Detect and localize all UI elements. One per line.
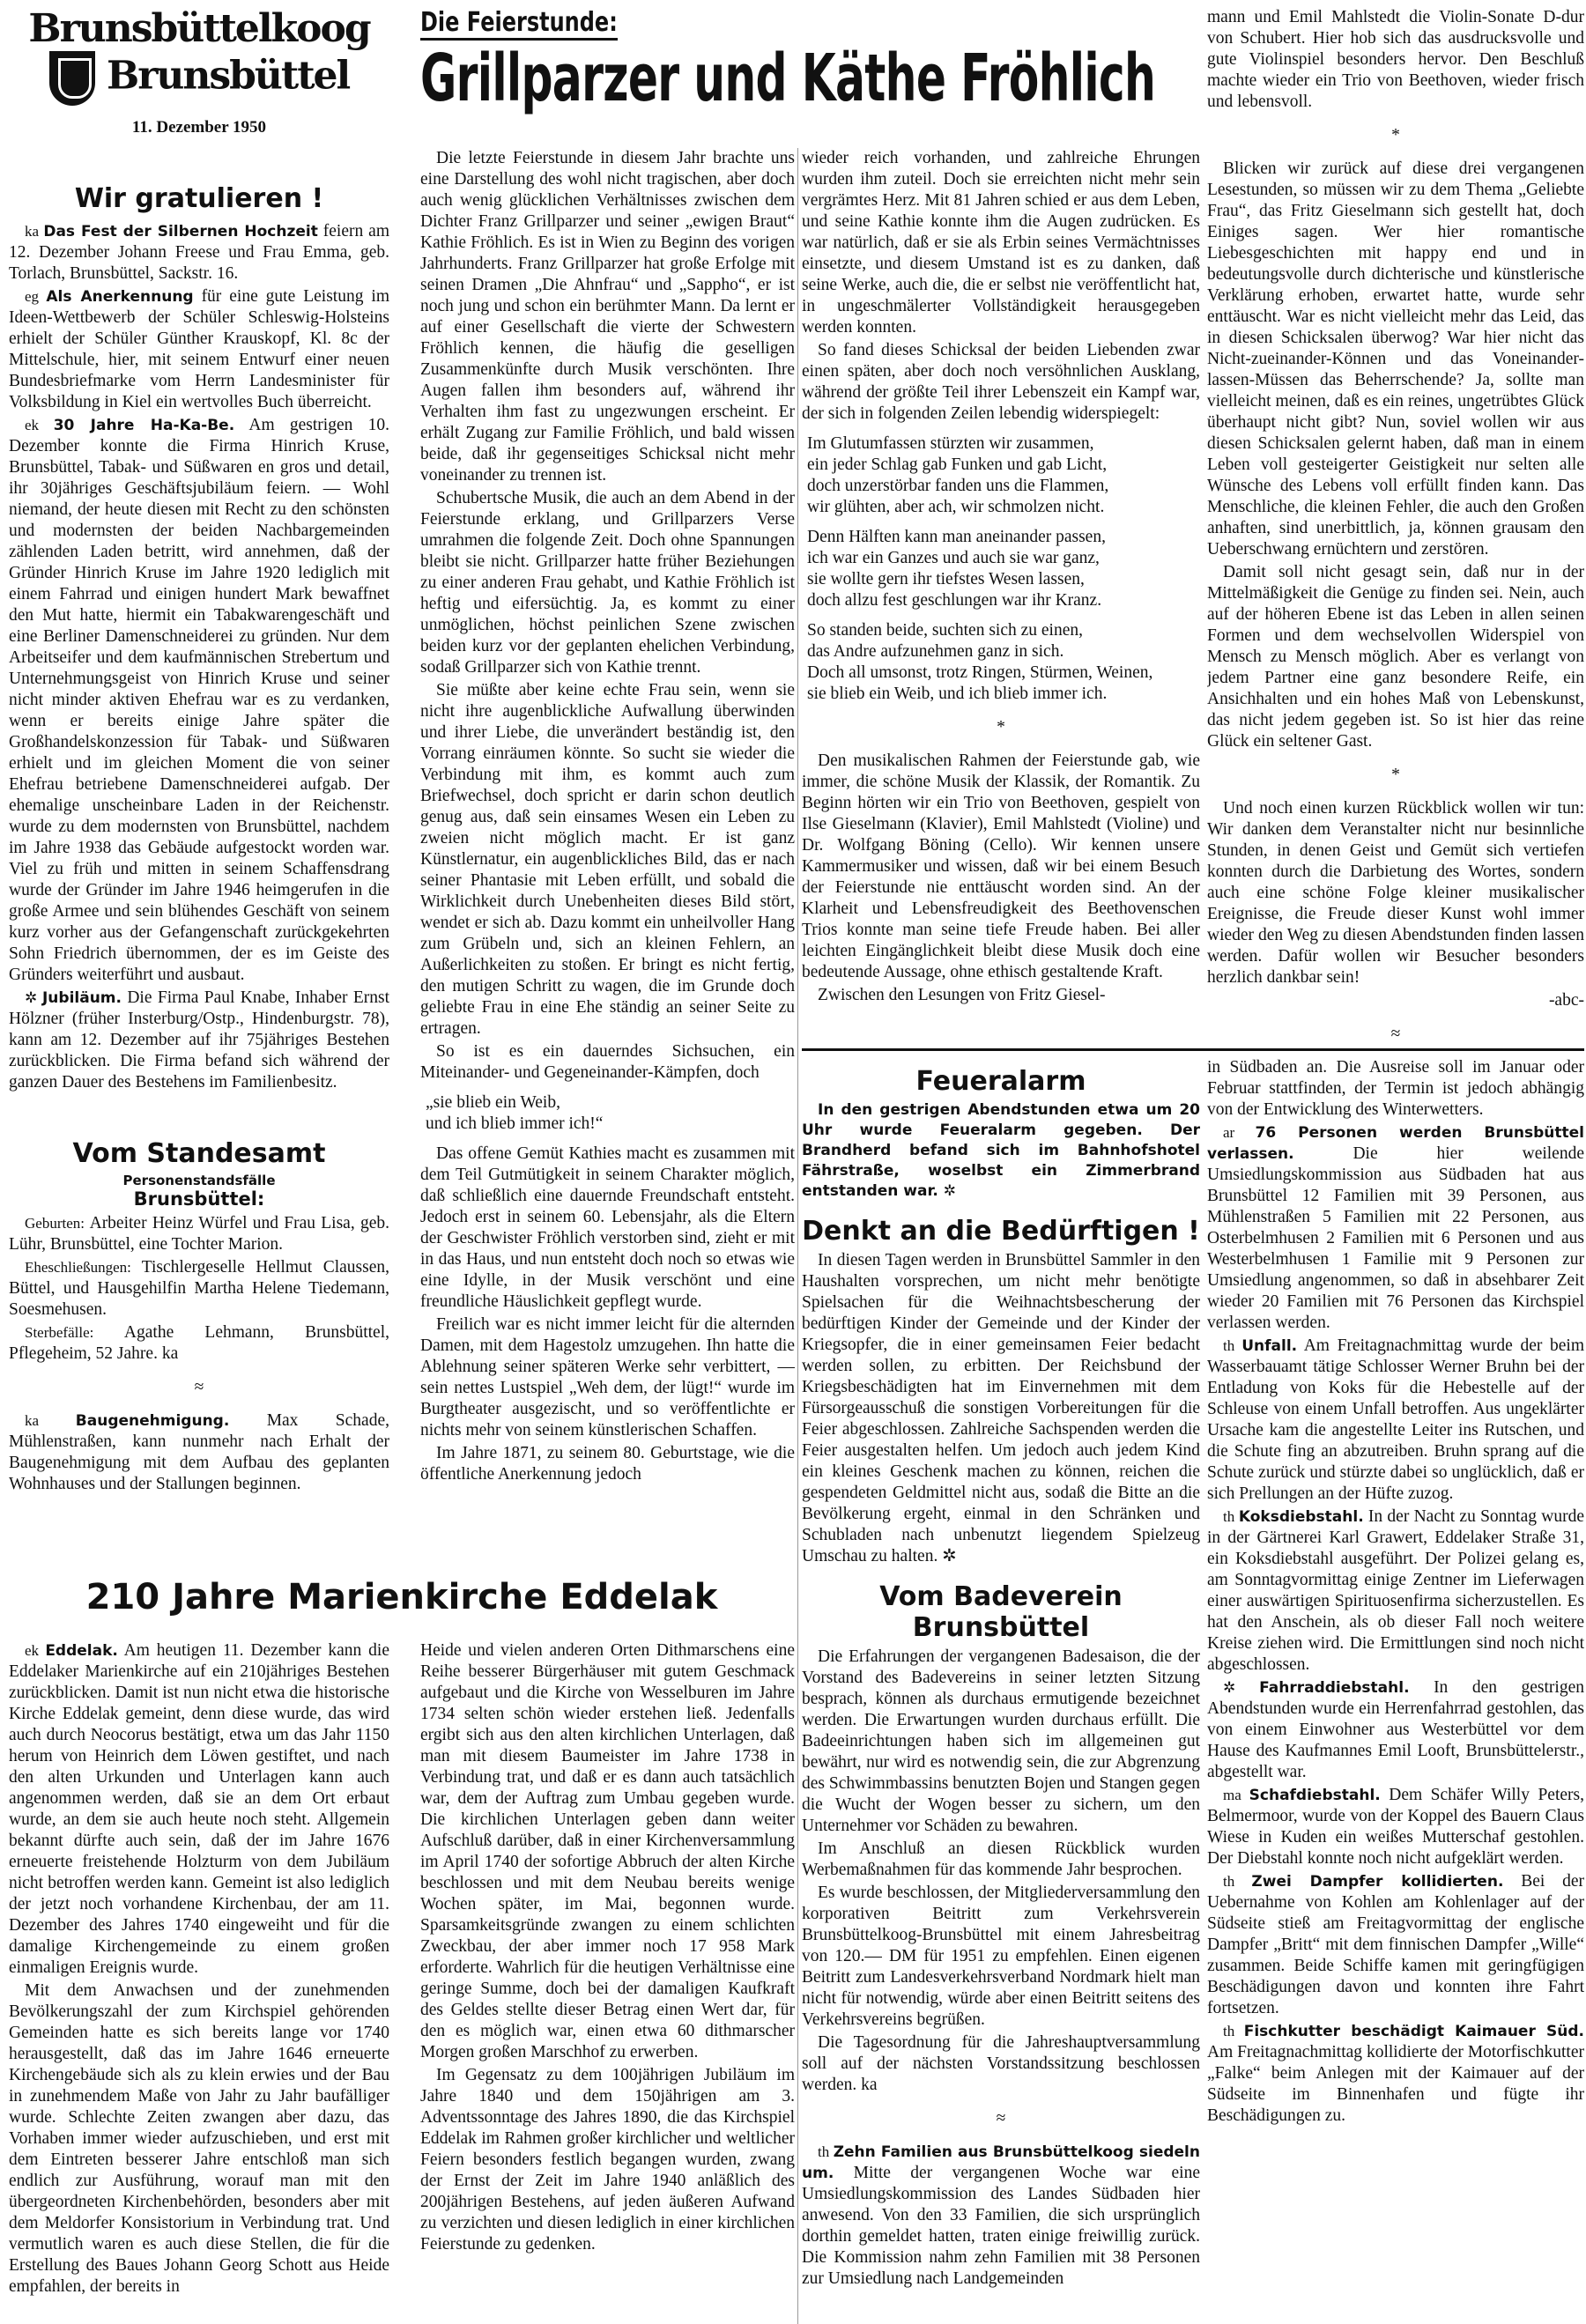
paragraph: [802, 2032, 1200, 2096]
paragraph-lead: ar: [1223, 1124, 1256, 1141]
paragraph-text: In den gestrigen Abendstunden etwa um 20 Uhr wurde Feueralarm gegeben. Der Brandherd befand sich im Bahnhofshotel Fährstraße, woselbst ein Zimmerbrand entstanden war. ✲: [802, 1101, 1200, 1200]
paragraph-text: *: [1391, 126, 1400, 144]
paragraph-bold: Das Fest der Silbernen Hochzeit: [43, 223, 318, 241]
paragraph-lead: ka: [25, 223, 44, 240]
divider: [802, 1048, 1584, 1051]
paragraph-text: So ist es ein dauerndes Sichsuchen, ein Miteinander- und Gegeneinander-Kämpfen, doch: [420, 1042, 795, 1082]
paragraph: [1207, 2021, 1584, 2127]
divider: [797, 148, 798, 2324]
paragraph-text: Max Schade, Mühlenstraßen, kann nunmehr nach Erhalt der Baugenehmigung mit dem Aufbau des geplanten Wohnhauses und der Stallungen beginnen.: [9, 1411, 389, 1493]
boldlead-paragraph: [802, 1100, 1200, 1202]
marienkirche-header: [9, 1577, 795, 1639]
paragraph-text: Dem Schäfer Willy Peters, Belmermoor, wurde von der Koppel des Bauern Claus Wiese in Kuden ein weißes Mutterschaf gestohlen. Der Diebstahl konnte noch nicht aufgeklärt werden.: [1207, 1786, 1584, 1868]
paragraph-text: Mit dem Anwachsen und der zunehmenden Bevölkerungszahl der zum Kirchspiel gehörenden Gemeinden hatte es sich bereits lange vor 1740 herausgestellt, daß das im Jahre 1646 erneuerte Kirchengebäude sich als zu klein erwies und der Bau in zunehmendem Maße von Jahr zu Jahr baufälliger wurde. Schlechte Zeiten zwangen aber dazu, das Vorhaben immer wieder aufzuschieben, und erst mit dem Eintreten besserer Jahre entschloß man sich endlich zur Ausführung, worauf man mit den übergeordneten Kirchenbehörden, besonders aber mit dem Meldorfer Konsistorium in Verbindung trat. Und vermutlich waren es auch diese Stellen, die für die Erstellung des Baues Johann Georg Schott aus Heide empfahlen, der bereits in: [9, 1981, 389, 2296]
paragraph-lead: Geburten:: [25, 1215, 90, 1232]
paragraph: [9, 1213, 389, 1255]
paragraph: [420, 680, 795, 1040]
paragraph: [9, 1980, 389, 2298]
paragraph-bold: 30 Jahre Ha-Ka-Be.: [53, 417, 235, 434]
feierstunde-col1: [420, 148, 795, 1549]
paragraph: [9, 415, 389, 986]
paragraph-text: Denn Hälften kann man aneinander passen, ich war ein Ganzes und auch sie war ganz, sie wollte gern ihr tiefstes Wesen lassen, doch allzu fest geschlungen war ihr Kranz.: [807, 528, 1106, 610]
cont-paragraph: [1207, 1057, 1584, 1121]
paragraph-text: Mitte der vergangenen Woche war eine Umsiedlungskommission des Landes Südbaden hier anwesend. Von den 33 Familien, die sich ursprünglich dorthin gemeldet hatten, traten einige freiwillig zurück. Die Kommission nahm zehn Familien mit 38 Personen zur Umsiedlung nach Landgemeinden: [802, 2164, 1200, 2288]
paragraph-text: Blicken wir zurück auf diese drei vergangenen Lesestunden, so müssen wir zu dem Thema „Geliebte Frau“, das Fritz Gieselmann sich gestellt hat, doch Einiges sagen. Wer hier romantische Liebesgeschichten mit happy end und in bedeutungsvolle durch dichterische und künstlerische Verklärung erhoben, erwartet hatte, wurde sehr enttäuscht. War es nicht vielleicht mehr das Leid, das in diesen Schicksalen überwog? War hier nicht das Nicht-zueinander-Können und das Voneinander-lassen-Müssen das Beherrschende? Ja, sollte man vielleicht meinen, daß es ein reines, ungetrübtes Glück überhaupt nicht gibt? Nun, soviel wollen wir aus diesen Schicksalen gelernt haben, daß man in einem Leben voll gesteigerter Geistigkeit nur selten alle Wünsche des Lebens voll erfüllt finden kann. Das Menschliche, die kleinen Fehler, die auch den Großen anhaften, sind unerbittlich, ja, können grausam den Ueberschwang ernüchtern und zerstören.: [1207, 159, 1584, 559]
coat-of-arms-icon: [49, 51, 95, 106]
paragraph: [802, 1839, 1200, 1881]
paragraph-text: ≈: [1390, 1025, 1401, 1042]
paragraph: [420, 1314, 795, 1441]
paragraph: [9, 1410, 389, 1495]
paragraph-text: Am gestrigen 10. Dezember konnte die Firma Hinrich Kruse, Brunsbüttel, Tabak- und Süßwaren en gros und detail, ihr 30jähriges Geschäftsjubiläum feiern. — Wohl niemand, der heute diesen mit Recht zu den schönsten und modernsten der beiden Nachbargemeinden zählenden Laden betritt, wird annehmen, daß der Gründer Hinrich Kruse im Jahre 1920 lediglich mit einem Fahrrad und einigen hundert Mark bewaffnet den Mut hatte, hiermit ein Tabakwarengeschäft und eine Berliner Damenschneiderei zu gründen. Nur dem Arbeitseifer und dem kaufmännischen Strebertum und Unternehmungsgeist von Hinrich Kruse und seiner nicht minder aktiven Ehefrau war es zu verdanken, wenn er bereits einige Jahre später die Großhandelskonzession für Tabak- und Süßwaren erhielt und im gleichen Moment die von seiner Ehefrau betriebene Damenschneiderei aufgab. Der ehemalige unscheinbare Laden in der Reichenstr. wurde zu dem modernsten von Brunsbüttel, nachdem im Jahre 1938 das Gebäude aufgestockt worden war. Viel zu früh und mitten in seinem Schaffensdrang wurde der Gründer im Jahre 1946 heimgerufen in die große Armee und sein blühendes Geschäft von seinem kurz vorher aus der Gefangenschaft zurückgekehrten Sohn Friedrich übernommen, der es im Geiste des Gründers weiterführt und ausbaut.: [9, 416, 389, 984]
paragraph-text: Am Freitagnachmittag kollidierte der Motorfischkutter „Falke“ beim Anlegen mit der Kaimauer auf der Südseite im Binnenhafen und fügte ihr Beschädigungen zu.: [1207, 2043, 1584, 2125]
paragraph-text: -abc-: [1548, 991, 1584, 1010]
paragraph-text: Damit soll nicht gesagt sein, daß nur in der Mittelmäßigkeit die Genüge zu finden sei. Nein, auch auf der höheren Ebene ist das Leben in allen seinen Formen und dem wechselvollen Widerspiel von Mensch zu Mensch möglich. Aber es verlangt von jedem Partner eine ganz besondere Reife, ein Ansichhalten und ein hohes Maß von Lebenskunst, das nicht jedem gegeben ist. So ist hier das reine Glück ein seltener Gast.: [1207, 563, 1584, 751]
paragraphs: [802, 148, 1200, 1006]
article-standesamt: [9, 1138, 389, 1517]
sig-paragraph: [1207, 990, 1584, 1011]
paragraph: [1207, 1122, 1584, 1334]
paragraph-text: *: [997, 718, 1005, 736]
article-title: Vom Badeverein Brunsbüttel: [879, 1581, 1123, 1643]
paragraph: [9, 1257, 389, 1321]
feierstunde-col2: [802, 148, 1200, 1042]
paragraph: [1207, 1506, 1584, 1676]
paragraph-text: Heide und vielen anderen Orten Dithmarschens eine Reihe besserer Bürgerhäuser mit gutem Geschmack aufgebaut und die Kirche von Wesselburen im Jahre 1734 selten schön wieder erstehen ließ. Jedenfalls ergibt sich aus den alten kirchlichen Unterlagen, daß man mit diesem Baumeister im Jahre 1738 in Verbindung trat, und daß er es dann auch tatsächlich war, dem der Auftrag zum Umbau gegeben wurde. Die kirchlichen Unterlagen geben dann weiter Aufschluß darüber, daß in einer Kirchenversammlung im April 1740 der sofortige Abbruch der alten Kirche beschlossen und mit dem Neubau bereits wenige Wochen später, im Mai, begonnen wurde. Sparsamkeitsgründe zwangen zu einem schlichten Zweckbau, der aber immer noch 17 958 Mark erforderte. Wahrlich für die heutigen Verhältnisse eine geringe Summe, doch bei der damaligen Kaufkraft des Geldes stellte dieser Betrag einen Wert dar, für den es möglich war, einen etwa 60 dithmarscher Morgen großen Marschhof zu erwerben.: [420, 1641, 795, 2061]
star-paragraph: [1207, 1024, 1584, 1042]
paragraph: [9, 1640, 389, 1979]
cont-paragraph: [802, 148, 1200, 338]
paragraph-lead: th: [1223, 1508, 1239, 1525]
paragraph-lead: th: [1223, 2023, 1244, 2039]
paragraph-lead: ka: [25, 1412, 76, 1429]
paragraph-text: So fand dieses Schicksal der beiden Liebenden zwar einen späten, aber doch noch versöhnlichen Ausklang, während der größte Teil ihrer Lebenszeit ein Kampf war, der sich in folgenden Zeilen lebendig widerspiegelt:: [802, 341, 1200, 423]
verse-paragraph: [802, 620, 1200, 705]
paragraph-text: Am heutigen 11. Dezember kann die Eddelaker Marienkirche auf ein 210jähriges Bestehen zurückblicken. Damit ist nun nicht etwa die historische Kirche Eddelak gemeint, denn diese wurde, das wird auch durch Neocorus bestätigt, etwa um das Jahr 1150 herum von Heinrich dem Löwen gestiftet, und nach den alten Urkunden und Unterlagen kann auch angenommen werden, daß sie an dem Ort erbaut wurde, an dem sie auch heute noch steht. Allgemein bekannt dürfte auch sein, daß der im Jahre 1676 erneuerte freistehende Holzturm von dem Jubiläum nicht betroffen werden kann. Gemeint ist also lediglich der jetzt noch vorhandene Kirchenbau, der am 11. Dezember des Jahres 1740 eingeweiht und für die damalige Kirchengemeinde zu einem großen einmaligen Ereignis wurde.: [9, 1641, 389, 1977]
paragraph-text: Agathe Lehmann, Brunsbüttel, Pflegeheim, 52 Jahre. ka: [9, 1323, 389, 1363]
paragraphs: [9, 1213, 389, 1495]
paragraph-text: Sie müßte aber keine echte Frau sein, wenn sie nicht ihre augenblickliche Aufwallung überwinden und ihrer Liebe, die unverändert beständig ist, den Vorrang einräumen könnte. So sucht sie wieder die Verbindung mit ihm, es kommt auch zum Briefwechsel, doch spricht er darin schon deutlich genug aus, daß sein einsames Wesen ein Leben zu zweien nicht möglich macht. Er ist ganz Künstlernatur, ein augenblickliches Bild, das er nach seiner Phantasie mit Leben erfüllt, und sobald die Wirklichkeit durch Unebenheiten dieses Bild stört, wendet er sich ab. Dazu kommt ein unheilvoller Hang zum Grübeln und, sich an kleinen Fehlern, an Außerlichkeiten zu stoßen. Er bringt es nicht fertig, den mutigen Schritt zu wagen, die im Grunde doch geliebte Frau in eine Ehe ständig an seiner Seite zu ertragen.: [420, 681, 795, 1038]
paragraph: [1207, 159, 1584, 560]
paragraph: [802, 751, 1200, 983]
paragraph-text: in Südbaden an. Die Ausreise soll im Januar oder Februar stattfinden, der Termin ist jedoch abhängig von der Entwicklung des Winterwetters.: [1207, 1058, 1584, 1119]
paragraph-text: Die Tagesordnung für die Jahreshauptversammlung soll auf der nächsten Vorstandssitzung beschlossen werden. ka: [802, 2033, 1200, 2094]
paragraph-bold: Jubiläum.: [41, 989, 122, 1007]
star-paragraph: [9, 1377, 389, 1398]
paragraphs: [802, 1100, 1200, 1202]
paragraph-text: Die hier weilende Umsiedlungskommission aus Südbaden hat aus Brunsbüttel 12 Familien mit 39 Personen, aus Mühlenstraßen 5 Familien mit 22 Personen, aus Osterbelmhusen 2 Familien mit 6 Personen und aus Westerbelmhusen 1 Familie mit 9 Personen zur Umsiedlung angenommen, so daß in absehbarer Zeit wieder 20 Familien mit 76 Personen das Kirchspiel verlassen werden.: [1207, 1144, 1584, 1332]
article-title: Denkt an die Bedürftigen !: [802, 1216, 1200, 1247]
paragraphs: [802, 1647, 1200, 2290]
paragraphs: [420, 1640, 795, 2255]
paragraph-lead: th: [1223, 1873, 1252, 1890]
paragraph: [802, 1250, 1200, 1567]
paragraph-text: Den musikalischen Rahmen der Feierstunde gab, wie immer, die schöne Musik der Klassik, der Romantik. Zu Beginn hörten wir ein Trio von Beethoven, gespielt von Ilse Gieselmann (Klavier), Emil Mahlstedt (Violine) und Dr. Wolfgang Böning (Cello). Wir kennen unsere Kammermusiker und wissen, daß wir bei einem Besuch der Feierstunde nie enttäuscht worden sind. An der Klarheit und Lebensfreudigkeit des Beethovenschen Trios konnte man seine tiefe Freude haben. Bei aller leichten Eingänglichkeit bleibt diese Musik doch eine bedeutende Aussage, ohne ethisch gestaltende Kraft.: [802, 751, 1200, 981]
paragraph-bold: Eddelak.: [45, 1642, 118, 1660]
paragraph: [9, 221, 389, 285]
place-label: Brunsbüttel:: [133, 1188, 265, 1210]
paragraphs: [9, 1640, 389, 2298]
marienkirche-col1: [9, 1640, 389, 2324]
paragraph-bold: Fahrraddiebstahl.: [1259, 1679, 1410, 1697]
paragraph: [802, 1647, 1200, 1837]
paragraphs: [802, 1250, 1200, 1567]
paragraph-text: wieder reich vorhanden, und zahlreiche Ehrungen wurden ihm zuteil. Doch sie erreichten nicht mehr sein vergrämtes Herz. Mit 81 Jahren schied er aus dem Leben, und seine Kathie konnte ihm die Augen zudrücken. Es war natürlich, daß er sie als Erbin seines Vermächtnisses einsetzte, und diesem Umstand ist es zu danken, daß seine Werke, auch die, die er selbst nie veröffentlicht hat, in ungeschmälerter Vollständigkeit herausgegeben werden konnten.: [802, 149, 1200, 337]
paragraph-text: für eine gute Leistung im Ideen-Wettbewerb der Schüler Schleswig-Holsteins erhielt der Schüler Günther Krauskopf, Kl. 8c der Mittelschule, hier, mit seinem Entwurf einer neuen Bundesbriefmarke vom Herrn Landesminister für Volksbildung in Kiel ein wertvolles Buch überreicht.: [9, 287, 389, 411]
paragraph-text: Das offene Gemüt Kathies macht es zusammen mit dem Teil Gutmütigkeit in seinem Charakter möglich, daß schließlich eine dauernde Freundschaft entsteht. Jedoch erst in seinem 60. Lebensjahr, als die Eltern der Geschwister Fröhlich verstorben sind, zieht er mit in das Haus, und nun entsteht doch noch so etwas wie eine Idylle, in der Musik verschönt und eine freundliche Häuslichkeit gepflegt wurde.: [420, 1144, 795, 1311]
paragraph-text: Tischlergeselle Hellmut Claussen, Büttel, und Hausgehilfin Martha Helene Tiedemann, Soesmehusen.: [9, 1258, 389, 1319]
paragraph-bold: Koksdiebstahl.: [1238, 1508, 1364, 1526]
paragraph-text: ≈: [194, 1378, 204, 1396]
paragraph-text: In diesen Tagen werden in Brunsbüttel Sammler in den Haushalten vorsprechen, um nicht mehr benötigte Spielsachen für die Weihnachtsbescherung der bedürftigen Kinder der Gemeinde und der Kinder der Kriegsopfer, die in einer gemeinsamen Feier bedacht werden sollen, zu erbitten. Der Reichsbund der Kriegsbeschädigten hat im Einvernehmen mit dem Fürsorgeausschuß die sonstigen Vorbereitungen für die Feier abgeschlossen. Zahlreiche Sachspenden werden die Feier ausgestalten helfen. Um jedoch auch jedem Kind ein kleines Geschenk machen zu können, reichen die gespendeten Geldmittel nicht aus, sodaß die Bitte an die Bevölkerung ergeht, einmal in den Schränken und Schubladen nach unbenutzt liegendem Spielzeug Umschau zu halten. ✲: [802, 1251, 1200, 1565]
paragraph: [1207, 1336, 1584, 1505]
masthead-line2-row: [9, 51, 389, 106]
cont-paragraph: [420, 1640, 795, 2063]
paragraph-text: Die Erfahrungen der vergangenen Badesaison, die der Vorstand des Badevereins in seiner letzten Sitzung besprach, können als durchaus ermutigende bezeichnet werden. Die Erwartungen wurden durchaus erfüllt. Die Badeeinrichtungen haben sich im allgemeinen gut bewährt, nur wird es notwendig sein, die zur Abgrenzung des Schwimmbassins benutzten Bojen und Stangen gegen die Wucht der Wogen besser zu sichern, um den Unternehmer vor Schäden zu bewahren.: [802, 1647, 1200, 1835]
masthead: [9, 7, 389, 170]
paragraph: [802, 1883, 1200, 2031]
paragraph: [9, 1322, 389, 1365]
paragraph-lead: ma: [1223, 1787, 1249, 1803]
verse-paragraph: [420, 1092, 795, 1135]
masthead-line1: Brunsbüttelkoog: [28, 7, 370, 51]
article-kicker: Die Feierstunde:: [420, 7, 618, 41]
paragraph-bold: Fischkutter beschädigt Kaimauer Süd.: [1243, 2023, 1584, 2040]
article-gratulieren: [9, 176, 389, 1128]
paragraph-text: Und noch einen kurzen Rückblick wollen wir tun: Wir danken dem Veranstalter nicht nur besinnliche Stunden, in denen Geist und Gemüt sich vertiefen konnten durch die Darbietung des Wortes, sondern auch eine schöne Folge kleiner musikalischer Ereignisse, die Freude dieser Kunst wohl immer wieder den Weg zu diesen Abendstunden finden lassen werden. Dafür wollen wir Besucher besonders herzlich dankbar sein!: [1207, 799, 1584, 987]
paragraph: [1207, 562, 1584, 752]
article-headline: Grillparzer und Käthe Fröhlich: [420, 41, 1156, 116]
marienkirche-col2: [420, 1640, 795, 2324]
paragraph: [420, 2065, 795, 2255]
article-title: Wir gratulieren !: [74, 183, 324, 214]
paragraph-lead: th: [1223, 1337, 1242, 1354]
paragraph-lead: Eheschließungen:: [25, 1259, 142, 1276]
paragraph-bold: Zehn Familien aus Brunsbüttelkoog siedeln um.: [802, 2143, 1200, 2182]
paragraph-text: *: [1391, 766, 1400, 784]
paragraph: [1207, 798, 1584, 988]
paragraph-lead: Sterbefälle:: [25, 1324, 124, 1341]
masthead-line2: Brunsbüttel: [107, 53, 350, 99]
paragraph: [1207, 1785, 1584, 1869]
paragraph: [802, 340, 1200, 425]
paragraph-text: Im Gegensatz zu dem 100jährigen Jubiläum im Jahre 1840 und dem 150jährigen am 3. Adventssonntage des Jahres 1890, die das Kirchspiel Eddelak im Rahmen großer kirchlicher und weltlicher Feiern besonders festlich begangen wurden, zwang der Ernst der Zeit im Jahre 1940 anläßlich des 200jährigen Bestehens, auf jeden äußeren Aufwand zu verzichten und diesen lediglich in einer kirchlichen Feierstunde zu gedenken.: [420, 2066, 795, 2254]
article-title: Feueralarm: [915, 1066, 1086, 1097]
paragraph-lead: eg: [25, 288, 47, 305]
paragraph-text: Im Glutumfassen stürzten wir zusammen, ein jeder Schlag gab Funken und gab Licht, doch unzerstörbar fanden uns die Flammen, wir glühten, aber ach, wir schmolzen nicht.: [807, 434, 1109, 516]
paragraph: [420, 1041, 795, 1084]
star-paragraph: [1207, 125, 1584, 146]
paragraph: [802, 985, 1200, 1006]
paragraph-text: mann und Emil Mahlstedt die Violin-Sonate D-dur von Schubert. Hier hob sich das ausdrucksvolle und gute Violinspiel besonders hervor. Den Beschluß machte wieder ein Trio von Beethoven, wieder frisch und lebensvoll.: [1207, 8, 1584, 111]
paragraph-lead: ✲: [25, 989, 42, 1006]
article-subtitle: Personenstandsfälle: [122, 1173, 276, 1188]
paragraphs: [1207, 7, 1584, 1042]
paragraph-bold: Baugenehmigung.: [75, 1412, 230, 1430]
paragraphs: [420, 148, 795, 1485]
paragraph: [9, 286, 389, 413]
paragraph-text: Freilich war es nicht immer leicht für die alternden Damen, mit dem Hagestolz umzugehen. Ihn hatte die Ablehnung seiner späteren Werke sehr verbittert, — sein nettes Lustspiel „Weh dem, der lügt!“ wurde im Burgtheater ausgezischt, und so veröffentlichte er nichts mehr von seinem künstlerischen Schaffen.: [420, 1315, 795, 1440]
paragraph-text: Arbeiter Heinz Würfel und Frau Lisa, geb. Lühr, Brunsbüttel, eine Tochter Marion.: [9, 1214, 389, 1254]
article-feueralarm: [802, 1057, 1200, 2324]
issue-date: 11. Dezember 1950: [131, 118, 267, 137]
paragraph-text: Zwischen den Lesungen von Fritz Giesel-: [818, 986, 1106, 1004]
paragraphs: [1207, 1057, 1584, 2127]
paragraph-text: So standen beide, suchten sich zu einen, das Andre aufzunehmen ganz in sich. Doch all umsonst, trotz Ringen, Stürmen, Weinen, sie blieb ein Weib, und ich blieb immer ich.: [807, 621, 1153, 703]
paragraph: [802, 2142, 1200, 2290]
paragraph: [9, 988, 389, 1093]
paragraph: [420, 488, 795, 678]
paragraph-text: Im Anschluß an diesen Rückblick wurden Werbemaßnahmen für das kommende Jahr besprochen.: [802, 1839, 1200, 1879]
paragraph: [420, 1143, 795, 1313]
paragraph-text: Die letzte Feierstunde in diesem Jahr brachte uns eine Darstellung des wohl nicht tragischen, aber doch auch wenig glücklichen Verhältnisses zwischen dem Dichter Franz Grillparzer und seiner „ewigen Braut“ Kathie Fröhlich. Es ist in Wien zu Beginn des vorigen Jahrhunderts. Franz Grillparzer hat große Erfolge mit seinen Dramen „Die Ahnfrau“ und „Sappho“, er ist noch jung und schon ein berühmter Mann. Da lernt er auf einer Gesellschaft die vierte der Schwestern Fröhlich kennen, die häufig die geselligen Zusammenkünfte durch Musik verschönten. Ihre Augen fallen ihm besonders auf, während ihr Verhalten ihm fast zu ungezwungen erscheint. Er erhält Zugang zur Familie Fröhlich, und bald wissen beide, daß ihr gegenseitiges Schicksal nicht mehr voneinander zu trennen ist.: [420, 149, 795, 485]
star-paragraph: [802, 2108, 1200, 2129]
paragraph: [420, 148, 795, 486]
paragraph-text: Es wurde beschlossen, der Mitgliederversammlung den korporativen Beitritt zum Verkehrsverein Brunsbüttelkoog-Brunsbüttel mit einem Jahresbeitrag von 120.— DM für 1951 zu empfehlen. Einen eigenen Beitritt zum Landesverkehrsverband Nordmark hielt man nicht für notwendig, würde aber einen Beitritt seitens des Verkehrsvereins begrüßen.: [802, 1884, 1200, 2029]
paragraph-text: Die Firma Paul Knabe, Inhaber Ernst Hölzner (früher Insterburg/Ostp., Hindenburgstr. 78), kann am 12. Dezember auf ihr 75jähriges Bestehen zurückblicken. Die Firma befand sich während der ganzen Dauer des Bestehens im Familienbesitz.: [9, 988, 389, 1092]
article-title: Vom Standesamt: [72, 1138, 326, 1169]
paragraph-text: Bei der Uebernahme von Kohlen am Kohlenlager auf der Südseite stieß am Freitagvormittag der englische Dampfer „Britt“ mit dem finnischen Dampfer „Wille“ zusammen. Beide Schiffe kamen mit geringfügigen Beschädigungen davon und konnten ihre Fahrt fortsetzen.: [1207, 1872, 1584, 2017]
paragraph: [1207, 1871, 1584, 2019]
local-news: [1207, 1057, 1584, 2324]
paragraph-bold: Als Anerkennung: [46, 288, 194, 306]
paragraph-bold: Unfall.: [1241, 1337, 1298, 1355]
paragraph-lead: ek: [25, 417, 54, 433]
paragraph-text: Schubertsche Musik, die auch an dem Abend in der Feierstunde erklang, und Grillparzers Verse umrahmen die folgende Zeit. Doch ohne Spannungen bleibt sie nicht. Grillparzer hatte früher Beziehungen zu einer anderen Frau gehabt, und Kathie Fröhlich ist heftig und eifersüchtig. Ja, es kommt zu einer unmöglichen, höchst peinlichen Szene zwischen beiden kurz vor der geplanten ehelichen Verbindung, sodaß Grillparzer sich von Kathie trennt.: [420, 489, 795, 677]
paragraph-lead: th: [818, 2143, 834, 2160]
paragraph-text: „sie blieb ein Weib, und ich blieb immer ich!“: [426, 1093, 604, 1133]
paragraph-text: ≈: [996, 2109, 1006, 2128]
paragraph-lead: ek: [25, 1642, 46, 1659]
paragraph-bold: Zwei Dampfer kollidierten.: [1251, 1873, 1504, 1891]
paragraph-text: In den gestrigen Abendstunden wurde ein Herrenfahrrad gestohlen, das von einem Einwohner aus Westerbüttel vor dem Hause des Kaufmannes Emil Looft, Brunsbüttelerstr., abgestellt war.: [1207, 1678, 1584, 1781]
paragraph-lead: ✲: [1223, 1679, 1260, 1696]
paragraph-text: Im Jahre 1871, zu seinem 80. Geburtstage, wie die öffentliche Anerkennung jedoch: [420, 1444, 795, 1484]
star-paragraph: [802, 717, 1200, 738]
paragraph-text: Am Freitagnachmittag wurde der beim Wasserbauamt tätige Schlosser Werner Bruhn bei der Entladung von Koks für die Hebestelle auf der Schleuse von einem Unfall betroffen. Aus ungeklärter Ursache kam die angestellte Leiter ins Rutschen, und die Schute fing an abzutreiben. Bruhn sprang auf die Schute zurück und stürzte dabei so unglücklich, daß er sich Prellungen an der Hüfte zuzog.: [1207, 1336, 1584, 1503]
paragraph-bold: 76 Personen werden Brunsbüttel verlassen.: [1207, 1124, 1584, 1163]
verse-paragraph: [802, 433, 1200, 518]
star-paragraph: [1207, 765, 1584, 786]
paragraphs: [9, 221, 389, 1093]
paragraph: [420, 1443, 795, 1485]
paragraph-text: feiern am 12. Dezember Johann Freese und Frau Emma, geb. Torlach, Brunsbüttel, Sackstr. 16.: [9, 222, 389, 283]
feierstunde-col3: [1207, 7, 1584, 1042]
paragraph-text: In der Nacht zu Sonntag wurde in der Gärtnerei Karl Grawert, Eddelaker Straße 31, ein Koksdiebstahl ausgeführt. Der Polizei gelang es, am Sonntagvormittag einige Zentner im Lieferwagen einer auswärtigen Spirituosenfirma sicherzustellen. Es hat den Anschein, als ob dieser Fall noch weitere Kreise ziehen wird. Die Ermittlungen sind noch nicht abgeschlossen.: [1207, 1507, 1584, 1674]
paragraph: [1207, 1677, 1584, 1783]
verse-paragraph: [802, 527, 1200, 611]
article-headline: 210 Jahre Marienkirche Eddelak: [85, 1577, 718, 1617]
paragraph-bold: Schafdiebstahl.: [1249, 1787, 1381, 1804]
feierstunde-header: [420, 7, 1200, 148]
cont-paragraph: [1207, 7, 1584, 113]
